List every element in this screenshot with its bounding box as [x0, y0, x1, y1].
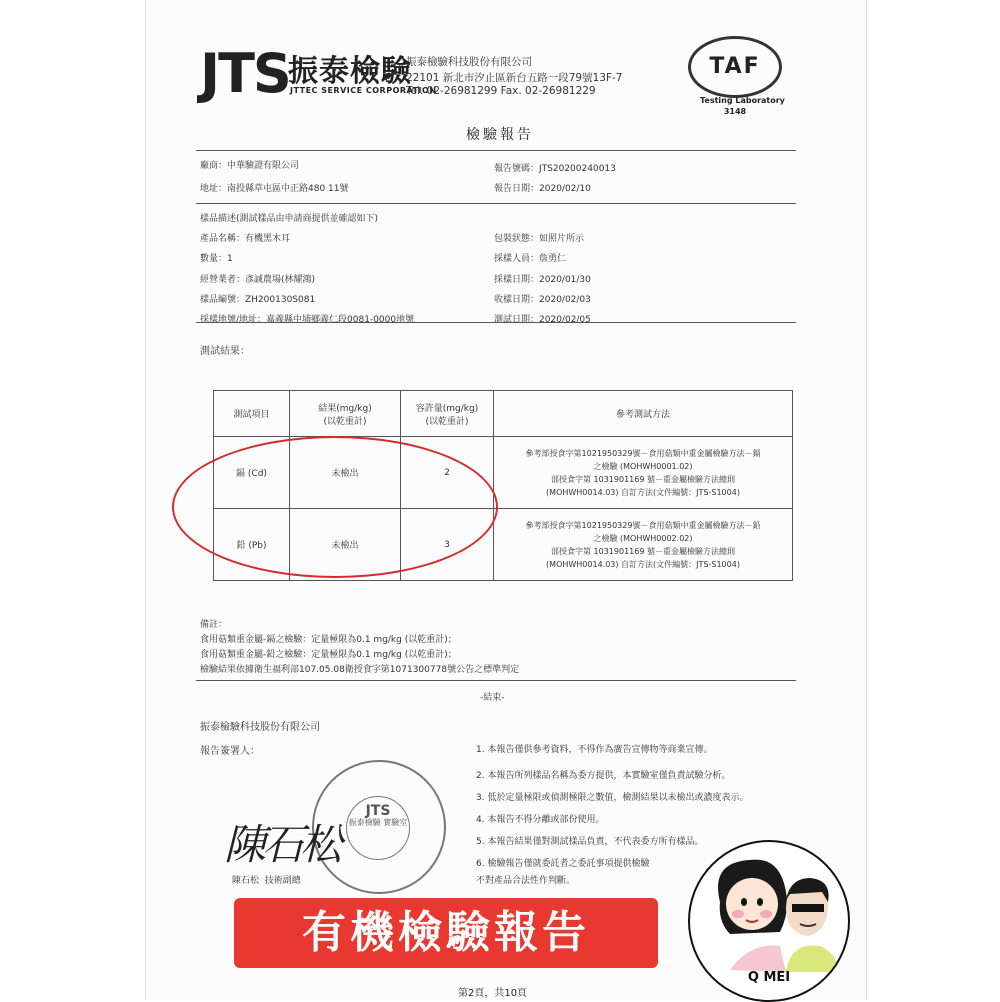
limit-cell: 3 — [401, 509, 494, 581]
lab-label: Testing Laboratory — [700, 96, 785, 105]
note-line: 食用菇類重金屬-鉛之檢驗：定量極限為0.1 mg/kg (以乾重計)； — [200, 650, 457, 660]
terms-item: 6. 檢驗報告僅就委託者之委託事項提供檢驗 — [476, 859, 650, 869]
sample-field-right — [494, 231, 584, 244]
col-limit-header: 容許量(mg/kg) (以乾重計) — [401, 391, 494, 437]
sample-field-right-value: 如照片所示 — [539, 234, 585, 244]
report-date-label: 報告日期： — [494, 184, 540, 194]
organic-report-banner: 有機檢驗報告 — [234, 898, 658, 968]
terms-item: 4. 本報告不得分離或部份使用。 — [476, 815, 605, 825]
signatory-label: 報告簽署人： — [200, 746, 260, 757]
sample-field-right-label: 採樣日期： — [494, 275, 540, 285]
report-no-label: 報告號碼： — [494, 164, 540, 174]
terms-item: 2. 本報告所列樣品名稱為委方提供，本實驗室僅負責試驗分析。 — [476, 771, 731, 781]
client-value: 中華驗證有限公司 — [227, 161, 300, 171]
sample-field-row — [200, 251, 233, 264]
sample-field-left-label: 樣品編號： — [200, 295, 246, 305]
sample-field-left-value: 彥誠農場(林耀鴻) — [245, 275, 316, 285]
method-cell: 參考部授食字第1021950329號－食用菇類中重金屬檢驗方法－鉛 之檢驗 (MOHWH0002.02) 部授食字第 1031901169 號－重金屬檢驗方法總則 (MOHWH0014.03) 自訂方法(文件編號：JTS-S1004) — [494, 509, 793, 581]
item-cell: 鎘 (Cd) — [214, 437, 290, 509]
results-heading: 測試結果： — [200, 346, 250, 357]
col-item-header: 測試項目 — [214, 391, 290, 437]
note-line: 檢驗結果依據衛生福利部107.05.08衛授食字第1071300778號公告之標準判定 — [200, 665, 520, 675]
sample-field-right-value: 2020/02/05 — [539, 315, 591, 325]
report-no-value: JTS20200240013 — [539, 164, 616, 174]
terms-item: 3. 低於定量極限或偵測極限之數值，檢測結果以未檢出或濃度表示。 — [476, 793, 749, 803]
divider — [196, 203, 796, 204]
report-no-row — [494, 161, 616, 174]
sample-field-right-label: 測試日期： — [494, 315, 540, 325]
client-label: 廠商： — [200, 161, 228, 171]
handwritten-signature: 陳石松 — [224, 820, 339, 869]
sample-field-left-value: 有機黑木耳 — [245, 234, 291, 244]
sample-field-right — [494, 272, 591, 285]
terms-item: 不對產品合法性作判斷。 — [476, 876, 576, 886]
sample-field-right — [494, 292, 591, 305]
address-label: 地址： — [200, 184, 228, 194]
company-contact: Tel. 02-26981299 Fax. 02-26981229 — [406, 85, 596, 97]
cartoon-faces-icon — [690, 842, 848, 972]
sample-field-right-label: 收樣日期： — [494, 295, 540, 305]
divider — [196, 322, 796, 323]
company-address: 22101 新北市汐止區新台五路一段79號13F-7 — [406, 72, 623, 84]
note-line: 食用菇類重金屬-鎘之檢驗：定量極限為0.1 mg/kg (以乾重計)； — [200, 635, 457, 645]
client-address-row — [200, 181, 349, 194]
sample-field-right — [494, 312, 591, 325]
item-cell: 鉛 (Pb) — [214, 509, 290, 581]
col-result-header: 結果(mg/kg) (以乾重計) — [290, 391, 401, 437]
sample-field-right — [494, 251, 566, 264]
jts-logo-mark: JTS — [200, 42, 290, 105]
result-cell: 未檢出 — [290, 437, 401, 509]
lab-seal-center: JTS 振泰檢驗 實驗室 — [346, 796, 410, 860]
report-date-row — [494, 181, 591, 194]
sample-field-right-label: 包裝狀態： — [494, 234, 540, 244]
sample-field-left-value: ZH200130S081 — [245, 295, 316, 305]
sample-field-row — [200, 312, 414, 325]
sample-field-row — [200, 292, 315, 305]
taf-accreditation-logo: TAF — [688, 36, 782, 98]
qmei-badge — [688, 840, 850, 1002]
sample-field-right-value: 2020/01/30 — [539, 275, 591, 285]
divider — [196, 150, 796, 151]
sample-field-left-label: 數量： — [200, 254, 228, 264]
qmei-label: Q MEI — [747, 970, 791, 985]
lab-number: 3148 — [723, 107, 747, 116]
terms-item: 1. 本報告僅供參考資料，不得作為廣告宣傳物等商業宣傳。 — [476, 745, 713, 755]
terms-item: 5. 本報告結果僅對測試樣品負責，不代表委方所有樣品。 — [476, 837, 704, 847]
client-row — [200, 158, 299, 171]
method-cell: 參考部授食字第1021950329號－食用菇類中重金屬檢驗方法－鎘 之檢驗 (MOHWH0001.02) 部授食字第 1031901169 號－重金屬檢驗方法總則 (MOHWH0014.03) 自訂方法(文件編號：JTS-S1004) — [494, 437, 793, 509]
col-method-header: 參考測試方法 — [494, 391, 793, 437]
result-cell: 未檢出 — [290, 509, 401, 581]
sample-field-left-label: 經營業者： — [200, 275, 246, 285]
notes-label: 備註： — [200, 620, 228, 630]
sample-field-left-value: 嘉義縣中埔鄉義仁段0081-0000地號 — [266, 315, 415, 325]
signatory-name: 陳石松 技術副總 — [232, 876, 301, 886]
report-date-value: 2020/02/10 — [539, 184, 591, 194]
highlight-circle — [172, 436, 498, 578]
sample-field-right-label: 採樣人員： — [494, 254, 540, 264]
divider — [196, 680, 796, 681]
sample-field-right-value: 2020/02/03 — [539, 295, 591, 305]
sample-field-left-value: 1 — [227, 254, 233, 264]
address-value: 南投縣草屯區中正路480 11號 — [227, 184, 349, 194]
company-logo-english: JTTEC SERVICE CORPORATION — [290, 86, 437, 95]
company-full-name: 振泰檢驗科技股份有限公司 — [406, 56, 532, 68]
report-title: 檢驗報告 — [466, 127, 534, 143]
sample-field-left-label: 產品名稱： — [200, 234, 246, 244]
footer-company: 振泰檢驗科技股份有限公司 — [200, 722, 320, 733]
company-logo-name: 振泰檢驗 — [288, 54, 412, 89]
end-mark: -結束- — [480, 693, 505, 703]
page-indicator: 第2頁，共10頁 — [458, 988, 528, 999]
sample-heading: 樣品描述(測試樣品由申請商提供並確認如下) — [200, 214, 379, 224]
sample-field-left-label: 採樣地號/地址： — [200, 315, 267, 325]
table-header-row — [214, 391, 793, 437]
sample-field-row — [200, 231, 290, 244]
sample-field-right-value: 詹勇仁 — [539, 254, 567, 264]
limit-cell: 2 — [401, 437, 494, 509]
sample-field-row — [200, 272, 315, 285]
